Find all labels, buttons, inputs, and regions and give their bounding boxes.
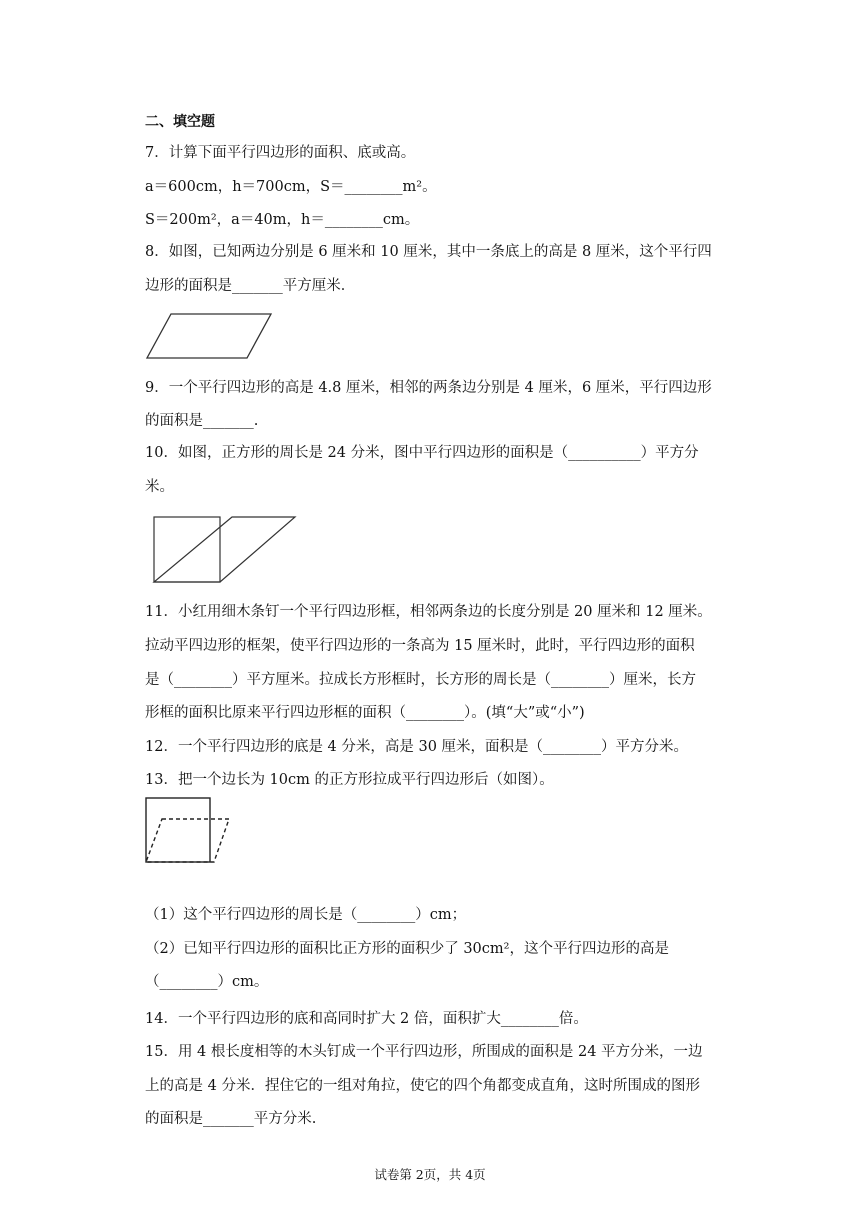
q15-line2: 上的高是 4 分米．捏住它的一组对角拉，使它的四个角都变成直角，这时所围成的图形: [145, 1078, 700, 1094]
q8-line1: 8．如图，已知两边分别是 6 厘米和 10 厘米，其中一条底上的高是 8 厘米，这个平行四: [145, 244, 712, 260]
q11-line2: 拉动平四边形的框架，使平行四边形的一条高为 15 厘米时，此时，平行四边形的面积: [145, 638, 695, 654]
q13-square-to-parallelogram-figure: [140, 793, 235, 865]
q13-stem: 13．把一个边长为 10cm 的正方形拉成平行四边形后（如图）。: [145, 772, 554, 788]
section-title: 二、填空题: [145, 114, 215, 130]
q10-square-parallelogram-figure: [148, 512, 303, 586]
q9-line2: 的面积是_______.: [145, 413, 259, 429]
q9-line1: 9．一个平行四边形的高是 4.8 厘米，相邻的两条边分别是 4 厘米，6 厘米，平行四边形: [145, 380, 712, 396]
q8-parallelogram-figure: [140, 310, 275, 362]
q10-line1: 10．如图，正方形的周长是 24 分米，图中平行四边形的面积是（__________）平方分: [145, 445, 699, 461]
q7-stem: 7．计算下面平行四边形的面积、底或高。: [145, 145, 416, 161]
q13-sub2-line1: （2）已知平行四边形的面积比正方形的面积少了 30cm²，这个平行四边形的高是: [145, 941, 669, 957]
page-footer: 试卷第 2页，共 4页: [374, 1167, 486, 1182]
q10-line2: 米。: [145, 479, 174, 495]
q11-line4: 形框的面积比原来平行四边形框的面积（________）。(填“大”或“小”): [145, 705, 585, 721]
q13-sub1: （1）这个平行四边形的周长是（________）cm；: [145, 907, 467, 923]
q11-line3: 是（________）平方厘米。拉成长方形框时，长方形的周长是（________）厘米，长方: [145, 672, 696, 688]
q7-line2: S＝200m²，a＝40m，h＝________cm。: [145, 212, 420, 228]
q12-line1: 12．一个平行四边形的底是 4 分米，高是 30 厘米，面积是（________）平方分米。: [145, 739, 689, 755]
q15-line1: 15．用 4 根长度相等的木头钉成一个平行四边形，所围成的面积是 24 平方分米，一边: [145, 1044, 703, 1060]
q8-line2: 边形的面积是_______平方厘米．: [145, 278, 356, 294]
q15-line3: 的面积是_______平方分米.: [145, 1111, 317, 1127]
q14-line1: 14．一个平行四边形的底和高同时扩大 2 倍，面积扩大________倍。: [145, 1011, 588, 1027]
q11-line1: 11．小红用细木条钉一个平行四边形框，相邻两条边的长度分别是 20 厘米和 12 厘米。: [145, 604, 712, 620]
q13-sub2-line2: （________）cm。: [145, 974, 269, 990]
q7-line1: a＝600cm，h＝700cm，S＝________m²。: [145, 179, 437, 195]
